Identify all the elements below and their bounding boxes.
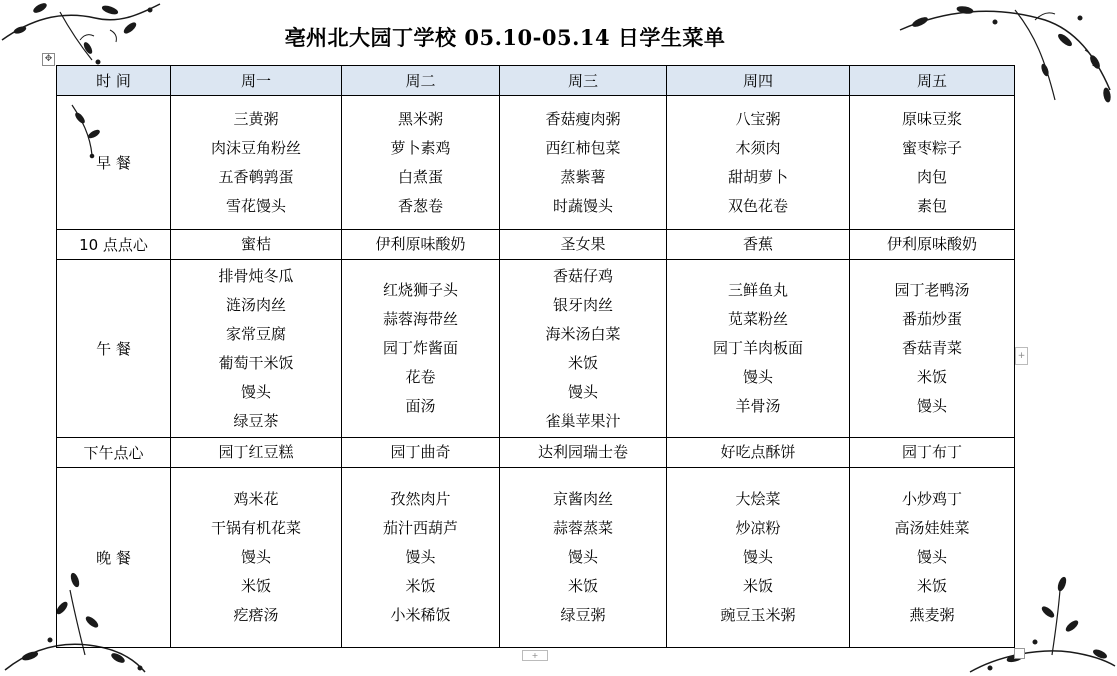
dish-item: 五香鹌鹑蛋 [218,167,294,186]
dish-item: 绿豆茶 [233,411,279,430]
dish-item: 圣女果 [560,235,606,253]
dish-list [500,230,666,259]
menu-cell [667,468,850,648]
dish-list [171,230,341,259]
menu-cell [342,260,500,438]
dish-item: 涟汤肉丝 [225,295,286,314]
dish-item: 家常豆腐 [225,324,286,343]
dish-item: 西红柿包菜 [545,138,621,157]
dish-item: 银牙肉丝 [552,295,613,314]
menu-cell [850,96,1015,230]
dish-item: 三黄粥 [233,109,279,128]
dish-item: 香蕉 [742,235,773,253]
dish-list [500,438,666,467]
dish-item: 时蔬馒头 [552,196,613,215]
dish-list [342,485,499,630]
plus-icon[interactable]: + [1015,347,1028,365]
meal-label: 午 餐 [57,260,171,438]
dish-item: 伊利原味酸奶 [886,235,977,253]
meal-label: 早 餐 [57,96,171,230]
dish-item: 园丁布丁 [901,443,962,461]
dish-item: 萝卜素鸡 [390,138,451,157]
dish-item: 米饭 [742,577,773,595]
dish-item: 疙瘩汤 [233,606,279,624]
move-cross-icon[interactable]: ✥ [42,53,55,66]
menu-cell [171,260,342,438]
menu-cell [667,230,850,260]
menu-cell [667,260,850,438]
menu-cell [667,96,850,230]
dish-item: 八宝粥 [735,109,781,128]
dish-item: 小炒鸡丁 [901,490,962,508]
dish-list [171,262,341,436]
menu-cell [500,438,667,468]
dish-list [850,230,1014,259]
dish-item: 雪花馒头 [225,196,286,215]
header-time: 时 间 [57,66,171,96]
dish-item: 园丁炸酱面 [382,339,458,357]
header-day-thu: 周四 [667,66,850,96]
dish-item: 好吃点酥饼 [720,443,796,461]
dish-item: 伊利原味酸奶 [375,235,466,253]
dish-item: 馒头 [240,548,271,566]
dish-item: 馒头 [567,382,598,401]
dish-item: 面汤 [405,397,436,415]
dish-item: 豌豆玉米粥 [720,606,796,624]
dish-item: 园丁红豆糕 [218,443,294,461]
resize-square-icon[interactable] [1014,648,1025,659]
dish-item: 孜然肉片 [390,490,451,508]
dish-item: 馒头 [742,548,773,566]
header-day-tue: 周二 [342,66,500,96]
dish-item: 馒头 [240,382,271,401]
menu-cell [850,438,1015,468]
menu-cell [171,230,342,260]
dish-item: 燕麦粥 [909,606,955,624]
menu-cell [171,438,342,468]
dish-item: 馒头 [916,397,947,415]
dish-list [850,485,1014,630]
menu-cell [500,468,667,648]
dish-list [667,485,849,630]
dish-list [171,438,341,467]
dish-item: 园丁曲奇 [390,443,451,461]
dish-item: 甜胡萝卜 [727,167,788,186]
dish-list [500,262,666,436]
plus-icon[interactable]: + [522,650,548,661]
dish-list [850,438,1014,467]
table-row [57,438,1015,468]
dish-item: 花卷 [405,368,436,386]
menu-cell [500,260,667,438]
dish-item: 黑米粥 [397,109,443,128]
dish-item: 炒凉粉 [735,519,781,537]
dish-item: 素包 [916,196,947,215]
dish-item: 米饭 [916,577,947,595]
dish-item: 茄汁西葫芦 [382,519,458,537]
dish-list [850,276,1014,421]
dish-item: 苋菜粉丝 [727,310,788,328]
dish-item: 红烧狮子头 [382,281,458,299]
dish-list [342,230,499,259]
dish-item: 蜜桔 [240,235,271,253]
dish-list [667,230,849,259]
dish-list [850,105,1014,221]
dish-item: 双色花卷 [727,196,788,215]
dish-item: 园丁老鸭汤 [894,281,970,299]
dish-item: 海米汤白菜 [545,324,621,343]
dish-item: 木须肉 [735,138,781,157]
menu-cell [342,230,500,260]
menu-cell [342,96,500,230]
dish-item: 米饭 [405,577,436,595]
dish-item: 三鲜鱼丸 [727,281,788,299]
dish-item: 米饭 [916,368,947,386]
table-row [57,230,1015,260]
dish-item: 肉沫豆角粉丝 [210,138,301,157]
menu-cell [171,468,342,648]
dish-list [171,485,341,630]
dish-item: 馒头 [742,368,773,386]
dish-item: 高汤娃娃菜 [894,519,970,537]
dish-item: 达利园瑞士卷 [537,443,628,461]
dish-list [342,105,499,221]
dish-item: 蒸紫薯 [560,167,606,186]
dish-item: 大烩菜 [735,490,781,508]
dish-item: 京酱肉丝 [552,490,613,508]
dish-item: 馒头 [567,548,598,566]
dish-item: 小米稀饭 [390,606,451,624]
menu-cell [342,438,500,468]
dish-item: 园丁羊肉板面 [712,339,803,357]
dish-item: 米饭 [567,353,598,372]
dish-item: 原味豆浆 [901,109,962,128]
menu-cell [850,468,1015,648]
dish-item: 蒜蓉海带丝 [382,310,458,328]
dish-item: 香菇青菜 [901,339,962,357]
dish-item: 白煮蛋 [397,167,443,186]
dish-item: 鸡米花 [233,490,279,508]
menu-cell [667,438,850,468]
meal-label: 下午点心 [57,438,171,468]
dish-item: 肉包 [916,167,947,186]
dish-item: 羊骨汤 [735,397,781,415]
dish-list [500,485,666,630]
dish-item: 雀巢苹果汁 [545,411,621,430]
table-row [57,468,1015,648]
dish-item: 排骨炖冬瓜 [218,266,294,285]
dish-list [500,105,666,221]
dish-item: 番茄炒蛋 [901,310,962,328]
dish-item: 干锅有机花菜 [210,519,301,537]
dish-list [342,276,499,421]
menu-cell [500,96,667,230]
dish-item: 香菇仔鸡 [552,266,613,285]
dish-list [342,438,499,467]
table-row [57,260,1015,438]
dish-item: 香菇瘦肉粥 [545,109,621,128]
menu-cell [850,230,1015,260]
dish-item: 米饭 [567,577,598,595]
page-title: 亳州北大园丁学校 05.10-05.14 日学生菜单 [284,25,726,50]
dish-item: 绿豆粥 [560,606,606,624]
menu-cell [850,260,1015,438]
menu-cell [500,230,667,260]
dish-item: 蜜枣粽子 [901,138,962,157]
menu-cell [342,468,500,648]
header-day-fri: 周五 [850,66,1015,96]
dish-item: 馒头 [916,548,947,566]
table-row [57,96,1015,230]
dish-list [171,105,341,221]
menu-table [56,65,1015,648]
dish-item: 蒜蓉蒸菜 [552,519,613,537]
header-day-mon: 周一 [171,66,342,96]
dish-item: 葡萄干米饭 [218,353,294,372]
dish-list [667,438,849,467]
dish-item: 馒头 [405,548,436,566]
header-day-wed: 周三 [500,66,667,96]
header-row [57,66,1015,96]
meal-label: 晚 餐 [57,468,171,648]
dish-item: 米饭 [240,577,271,595]
dish-list [667,105,849,221]
menu-cell [171,96,342,230]
meal-label: 10 点点心 [57,230,171,260]
dish-list [667,276,849,421]
dish-item: 香葱卷 [397,196,443,215]
